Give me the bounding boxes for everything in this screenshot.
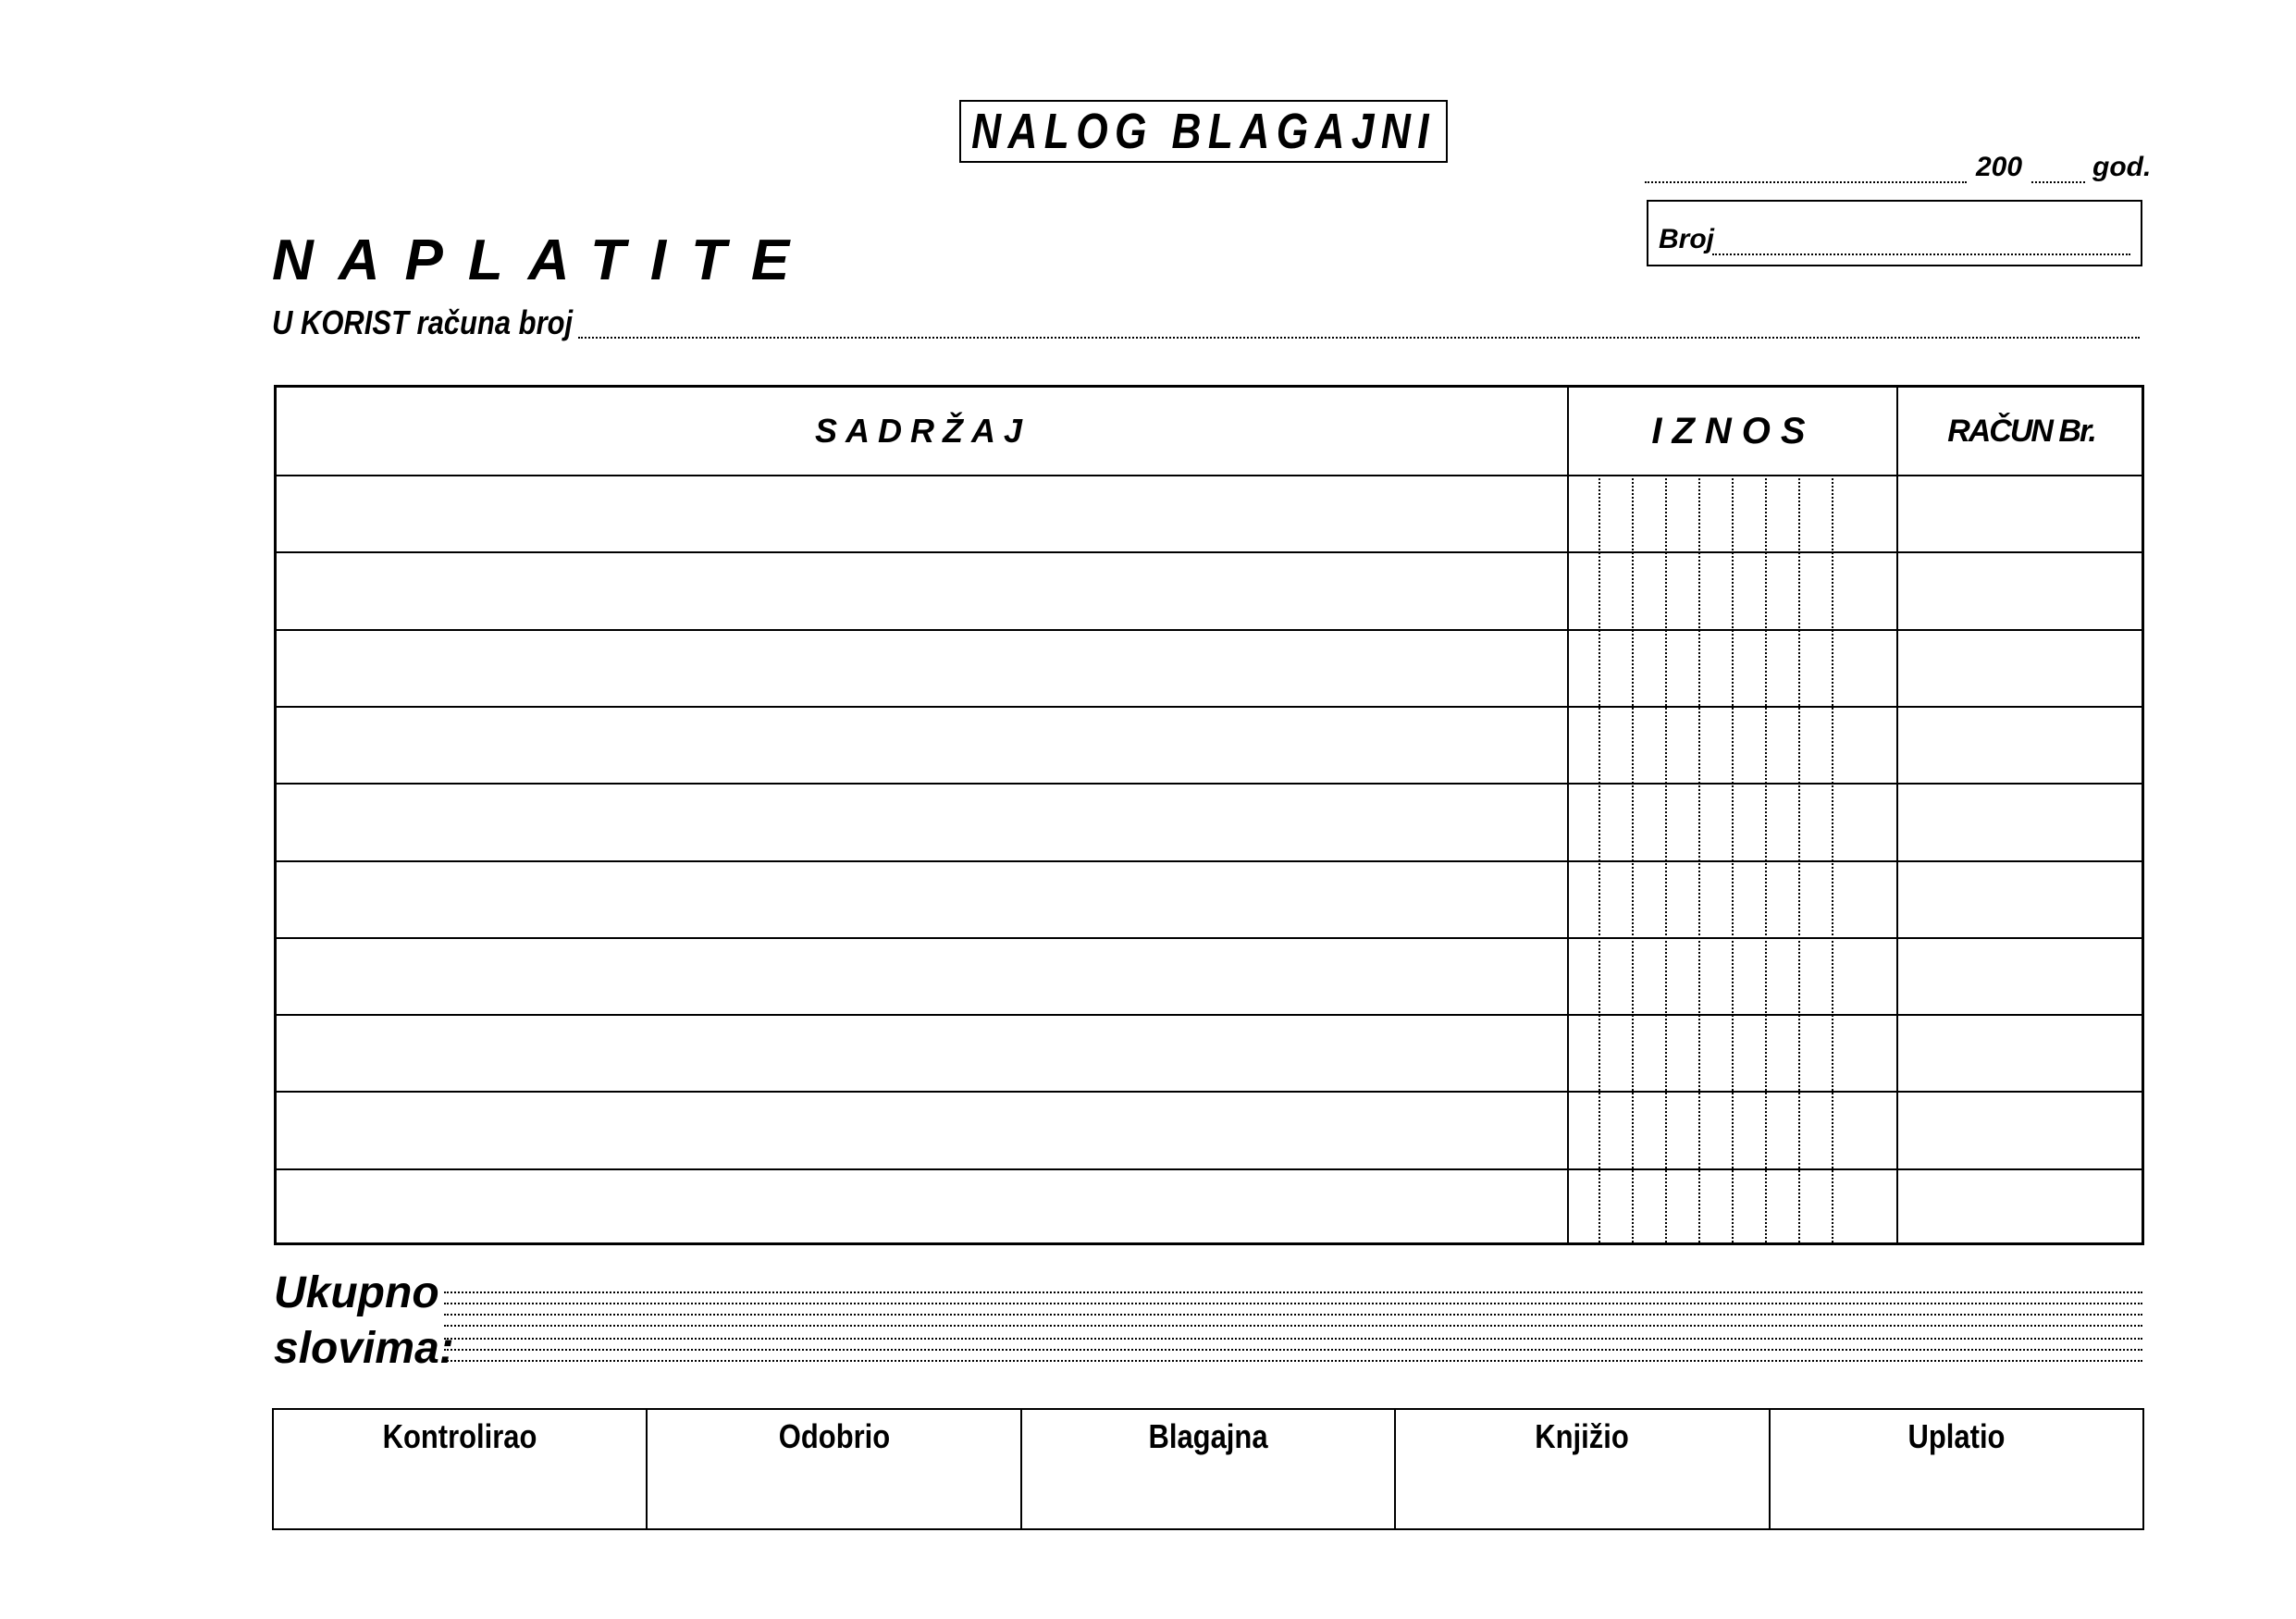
table-row[interactable] <box>277 1014 2142 1016</box>
table-row[interactable] <box>277 783 2142 785</box>
broj-field[interactable] <box>1712 242 2130 255</box>
table-row[interactable] <box>277 1168 2142 1170</box>
date-field[interactable] <box>1645 170 1967 183</box>
signature-cell-uplatio[interactable] <box>1771 1410 2142 1528</box>
total-label <box>274 1266 454 1377</box>
total-words-field[interactable] <box>444 1360 2142 1362</box>
table-row[interactable] <box>277 475 2142 476</box>
signature-cell-odobrio[interactable] <box>648 1410 1021 1528</box>
iznos-digit-divider <box>1798 475 1800 1242</box>
form-title-box <box>959 100 1448 163</box>
account-number-field[interactable] <box>578 326 2140 339</box>
table-row[interactable] <box>277 706 2142 708</box>
ukorist-label: U KORIST računa broj <box>272 303 574 341</box>
broj-box <box>1647 200 2142 266</box>
total-words-field[interactable] <box>444 1325 2142 1327</box>
table-row[interactable] <box>277 551 2142 553</box>
god-label: god. <box>2092 152 2152 182</box>
column-divider <box>1896 388 1898 1242</box>
column-header-sadrzaj: SADRŽAJ <box>814 412 1031 450</box>
signature-cell-kontrolirao[interactable] <box>274 1410 648 1528</box>
total-words-field[interactable] <box>444 1303 2142 1304</box>
iznos-digit-divider <box>1665 475 1667 1242</box>
form-title: NALOG BLAGAJNI <box>971 104 1436 159</box>
iznos-digit-divider <box>1698 475 1700 1242</box>
signature-label: Blagajna <box>1148 1417 1268 1455</box>
signature-label: Uplatio <box>1907 1417 2006 1455</box>
signature-label: Kontrolirao <box>382 1417 537 1455</box>
signature-cell-knjizio[interactable] <box>1396 1410 1770 1528</box>
broj-label: Broj <box>1659 224 1714 254</box>
iznos-digit-divider <box>1765 475 1767 1242</box>
naplatite-heading: NAPLATITE <box>272 229 815 292</box>
items-table <box>274 385 2144 1245</box>
table-row[interactable] <box>277 629 2142 631</box>
table-row[interactable] <box>277 937 2142 939</box>
total-words-field[interactable] <box>444 1291 2142 1293</box>
total-words-field[interactable] <box>444 1314 2142 1316</box>
signature-label: Knjižio <box>1535 1417 1630 1455</box>
total-label-line1: Ukupno <box>274 1268 439 1317</box>
total-words-field[interactable] <box>444 1349 2142 1351</box>
table-row[interactable] <box>277 1091 2142 1093</box>
iznos-digit-divider <box>1632 475 1634 1242</box>
column-header-racun: RAČUN Br. <box>1947 413 2095 449</box>
year-label: 200 <box>1976 152 2023 182</box>
total-label-line2: slovima: <box>274 1324 454 1373</box>
signature-table <box>272 1408 2144 1530</box>
iznos-digit-divider <box>1599 475 1600 1242</box>
iznos-digit-divider <box>1732 475 1734 1242</box>
year-suffix-field[interactable] <box>2031 170 2085 183</box>
iznos-digit-divider <box>1832 475 1833 1242</box>
signature-label: Odobrio <box>778 1417 890 1455</box>
table-row[interactable] <box>277 860 2142 862</box>
column-divider <box>1567 388 1569 1242</box>
signature-cell-blagajna[interactable] <box>1022 1410 1396 1528</box>
column-header-iznos: IZNOS <box>1651 410 1816 451</box>
total-words-field[interactable] <box>444 1338 2142 1340</box>
